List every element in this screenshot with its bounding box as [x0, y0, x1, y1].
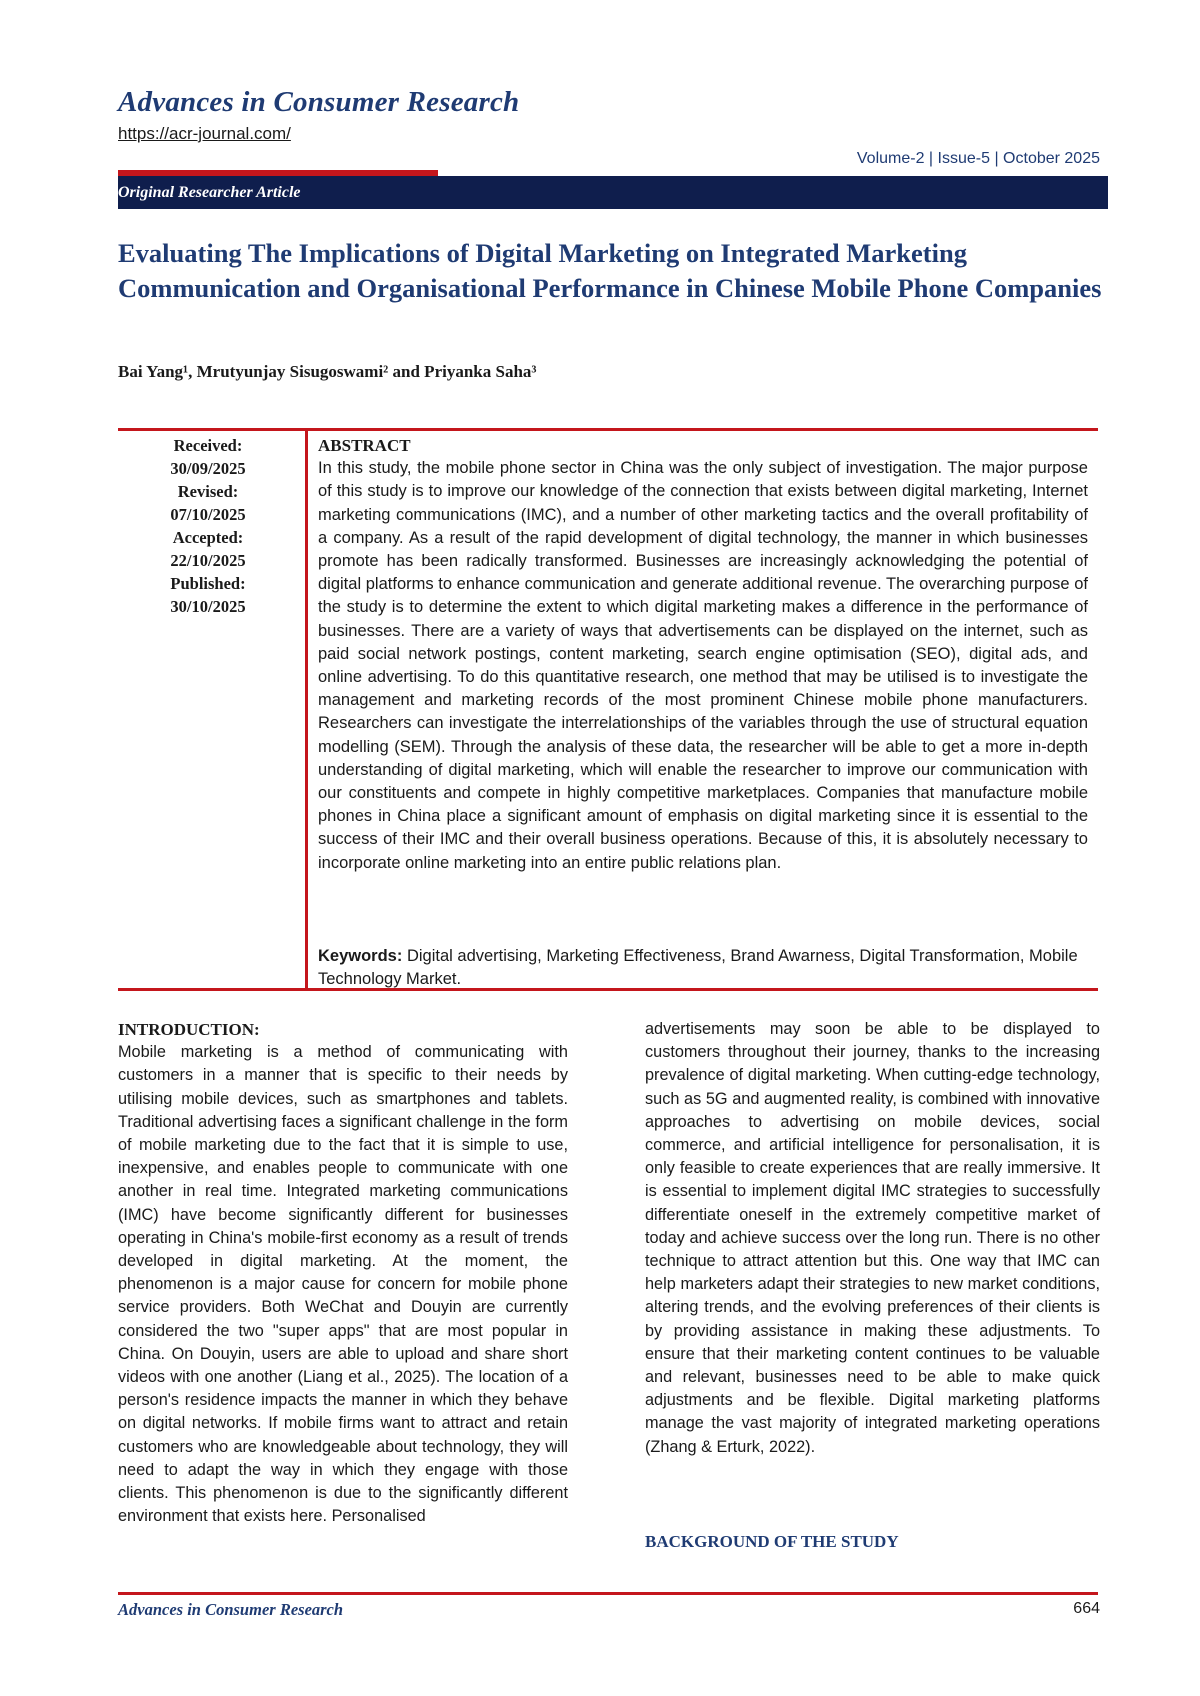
keywords-text: Digital advertising, Marketing Effectiveness, Brand Awarness, Digital Transformation, Mobile Technology Market. — [318, 947, 1078, 988]
abstract — [318, 434, 1088, 875]
accepted-date: 22/10/2025 — [170, 551, 246, 570]
background-heading: BACKGROUND OF THE STUDY — [645, 1532, 899, 1551]
article-type-label: Original Researcher Article — [118, 184, 301, 201]
introduction-text-left: Mobile marketing is a method of communicating with customers in a manner that is specific to their needs by utilising mobile devices, such as smartphones and tablets. Traditional advertising faces a significant challenge in the form of mobile marketing due to the fact that it is simple to use, inexpensive, and enables people to communicate with one another in real time. Integrated marketing communications (IMC) have become significantly different for businesses operating in China's mobile-first economy as a result of trends developed in digital marketing. At the moment, the phenomenon is a major cause for concern for mobile phone service providers. Both WeChat and Douyin are currently considered the two "super apps" that are most popular in China. On Douyin, users are able to upload and share short videos with one another (Liang et al., 2025). The location of a person's residence impacts the manner in which they behave on digital networks. If mobile firms want to attract and retain customers who are knowledgeable about technology, they will need to adapt the way in which they engage with those clients. This phenomenon is due to the significantly different environment that exists here. Personalised — [118, 1043, 568, 1526]
article-title: Evaluating The Implications of Digital Marketing on Integrated Marketing Communication and Organisational Performance in Chinese Mobile Phone Companies — [118, 238, 1102, 303]
accepted-label: Accepted: — [172, 528, 244, 547]
article-authors: Bai Yang¹, Mrutyunjay Sisugoswami² and Priyanka Saha³ — [118, 362, 537, 381]
introduction-text-right: advertisements may soon be able to be displayed to customers throughout their journey, thanks to the increasing prevalence of digital marketing. When cutting-edge technology, such as 5G and augmented reality, is combined with innovative approaches to advertising on mobile devices, social commerce, and artificial intelligence for personalisation, it is only feasible to create experiences that are really immersive. It is essential to implement digital IMC strategies to successfully differentiate oneself in the extremely competitive market of today and achieve success over the long run. There is no other technique to attract attention but this. One way that IMC can help marketers adapt their strategies to new market conditions, altering trends, and the evolving preferences of their clients is by providing assistance in making these adjustments. To ensure that their marketing content continues to be valuable and relevant, businesses need to be able to make quick adjustments and be flexible. Digital marketing platforms manage the vast majority of integrated marketing operations (Zhang & Erturk, 2022). — [645, 1020, 1100, 1456]
revised-label: Revised: — [177, 482, 239, 501]
body-column-right — [645, 1018, 1100, 1459]
body-column-left — [118, 1018, 568, 1528]
published-label: Published: — [170, 574, 246, 593]
journal-name: Advances in Consumer Research — [118, 86, 520, 118]
revised-date: 07/10/2025 — [170, 505, 246, 524]
keywords-label: Keywords: — [318, 947, 403, 965]
abstract-text: In this study, the mobile phone sector in China was the only subject of investigation. The major purpose of this study is to improve our knowledge of the connection that exists between digital marketing, Internet marketing communications (IMC), and a number of other marketing tactics and the overall profitability of a company. As a result of the rapid development of digital technology, the manner in which businesses promote has been radically transformed. Businesses are increasingly acknowledging the potential of digital platforms to enhance communication and generate additional revenue. The overarching purpose of the study is to determine the extent to which digital marketing makes a difference in the performance of businesses. There are a variety of ways that advertisements can be displayed on the internet, such as paid social network postings, content marketing, search engine optimisation (SEO), digital ads, and online advertising. To do this quantitative research, one method that may be utilised is to investigate the management and marketing records of the most prominent Chinese mobile phone manufacturers. Researchers can investigate the interrelationships of the variables through the use of structural equation modelling (SEM). Through the analysis of these data, the researcher will be able to get a more in-depth understanding of digital marketing, which will enable the researcher to improve our communication with our constituents and compete in highly competitive marketplaces. Companies that manufacture mobile phones in China place a significant amount of emphasis on digital marketing since it is essential to the success of their IMC and their overall business operations. Because of this, it is absolutely necessary to incorporate online marketing into an entire public relations plan. — [318, 459, 1088, 872]
introduction-heading: INTRODUCTION: — [118, 1020, 260, 1039]
article-dates — [118, 434, 298, 618]
abstract-divider — [305, 430, 308, 990]
footer-journal-name: Advances in Consumer Research — [118, 1600, 344, 1619]
footer-rule — [118, 1592, 1098, 1595]
abstract-heading: ABSTRACT — [318, 436, 411, 455]
abstract-bottom-rule — [118, 988, 1098, 991]
keywords — [318, 945, 1088, 991]
received-label: Received: — [173, 436, 243, 455]
published-date: 30/10/2025 — [170, 597, 246, 616]
journal-url-link[interactable]: https://acr-journal.com/ — [118, 124, 291, 143]
page-number: 664 — [1073, 1600, 1100, 1617]
volume-issue-info: Volume-2 | Issue-5 | October 2025 — [856, 150, 1100, 167]
received-date: 30/09/2025 — [170, 459, 246, 478]
abstract-top-rule — [118, 428, 1098, 431]
